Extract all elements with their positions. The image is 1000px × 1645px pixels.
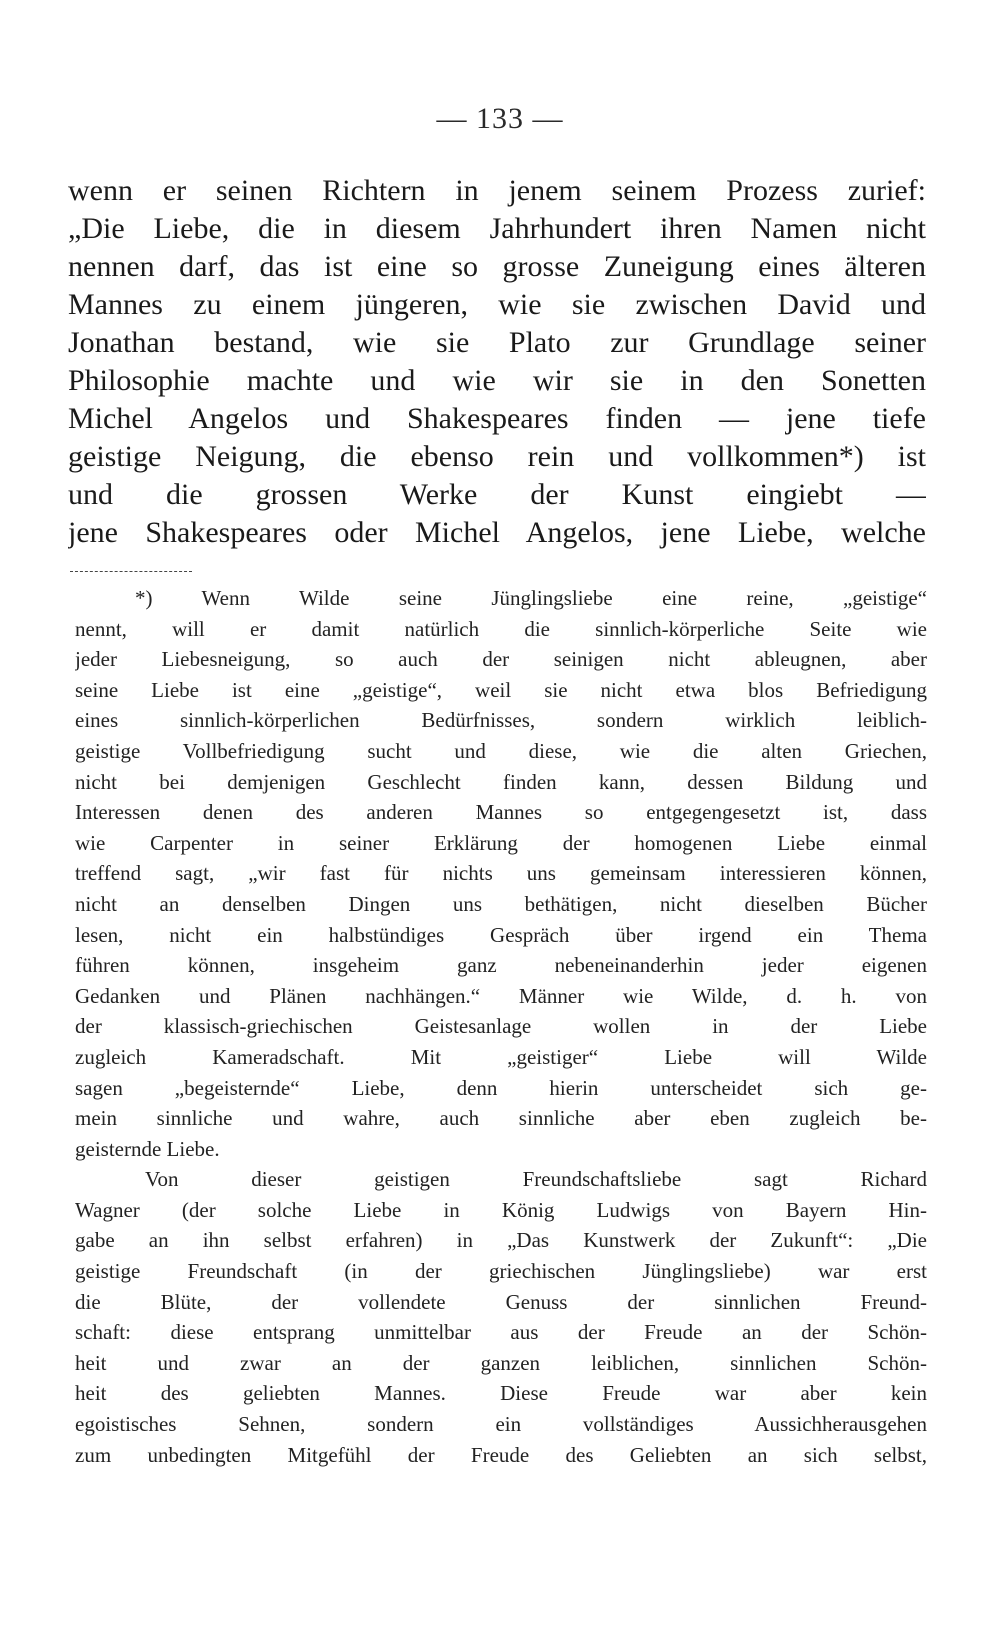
text-line: und die grossen Werke der Kunst eingiebt — [68,478,926,511]
text-line: Philosophie machte und wie wir sie in den Sonetten [68,364,926,397]
footnote-line: zugleich Kameradschaft. Mit „geistiger“ Liebe will Wilde [75,1044,927,1069]
footnote-line: führen können, insgeheim ganz nebeneinanderhin jeder eigenen [75,953,927,978]
page-number: — 133 — [436,102,564,135]
footnote-line: sagen „begeisternde“ Liebe, denn hierin unterscheidet sich ge- [75,1075,927,1100]
text-line: jene Shakespeares oder Michel Angelos, jene Liebe, welche [68,516,926,549]
footnote-block [75,583,927,1470]
text-line: Mannes zu einem jüngeren, wie sie zwischen David und [68,288,926,321]
footnote-line: Gedanken und Plänen nachhängen.“ Männer wie Wilde, d. h. von [75,983,927,1008]
footnote-line: Wagner (der solche Liebe in König Ludwigs von Bayern Hin- [75,1197,927,1222]
footnote-line: die Blüte, der vollendete Genuss der sinnlichen Freund- [75,1289,927,1314]
text-line: Michel Angelos und Shakespeares finden — jene tiefe [68,402,926,435]
footnote-line: eines sinnlich-körperlichen Bedürfnisses, sondern wirklich leiblich- [75,708,927,733]
text-line: nennen darf, das ist eine so grosse Zuneigung eines älteren [68,250,926,283]
footnote-line: geisternde Liebe. [75,1136,220,1161]
footnote-line: nicht bei demjenigen Geschlecht finden kann, dessen Bildung und [75,769,927,794]
footnote-line: *) Wenn Wilde seine Jünglingsliebe eine reine, „geistige“ [135,586,927,610]
footnote-line: jeder Liebesneigung, so auch der seinigen nicht ableugnen, aber [75,647,927,672]
text-line: geistige Neigung, die ebenso rein und vollkommen*) ist [68,440,926,473]
footnote-line: egoistisches Sehnen, sondern ein vollständiges Aussichherausgehen [75,1412,927,1437]
footnote-line: gabe an ihn selbst erfahren) in „Das Kunstwerk der Zukunft“: „Die [75,1228,927,1253]
footnote-line: wie Carpenter in seiner Erklärung der homogenen Liebe einmal [75,830,927,855]
footnote-line: Interessen denen des anderen Mannes so entgegengesetzt ist, dass [75,800,927,825]
footnote-line: nennt, will er damit natürlich die sinnlich-körperliche Seite wie [75,616,927,641]
main-text-block [68,172,926,552]
text-line: „Die Liebe, die in diesem Jahrhundert ihren Namen nicht [68,212,926,245]
footnote-line: heit und zwar an der ganzen leiblichen, sinnlichen Schön- [75,1350,927,1375]
footnote-line: schaft: diese entsprang unmittelbar aus der Freude an der Schön- [75,1320,927,1345]
footnote-line: geistige Freundschaft (in der griechischen Jünglingsliebe) war erst [75,1259,927,1284]
footnote-line: geistige Vollbefriedigung sucht und diese, wie die alten Griechen, [75,738,927,763]
text-line: wenn er seinen Richtern in jenem seinem Prozess zurief: [68,174,926,207]
footnote-line: mein sinnliche und wahre, auch sinnliche aber eben zugleich be- [75,1106,927,1131]
footnote-line: der klassisch-griechischen Geistesanlage wollen in der Liebe [75,1014,927,1039]
footnote-separator [70,571,192,572]
footnote-line: lesen, nicht ein halbstündiges Gespräch über irgend ein Thema [75,922,927,947]
footnote-line: Von dieser geistigen Freundschaftsliebe sagt Richard [145,1167,927,1192]
footnote-line: zum unbedingten Mitgefühl der Freude des Geliebten an sich selbst, [75,1442,927,1467]
footnote-line: seine Liebe ist eine „geistige“, weil sie nicht etwa blos Befriedigung [75,677,927,702]
text-line: Jonathan bestand, wie sie Plato zur Grundlage seiner [68,326,926,359]
footnote-line: treffend sagt, „wir fast für nichts uns gemeinsam interessieren können, [75,861,927,886]
footnote-line: nicht an denselben Dingen uns bethätigen, nicht dieselben Bücher [75,891,927,916]
footnote-line: heit des geliebten Mannes. Diese Freude war aber kein [75,1381,927,1406]
